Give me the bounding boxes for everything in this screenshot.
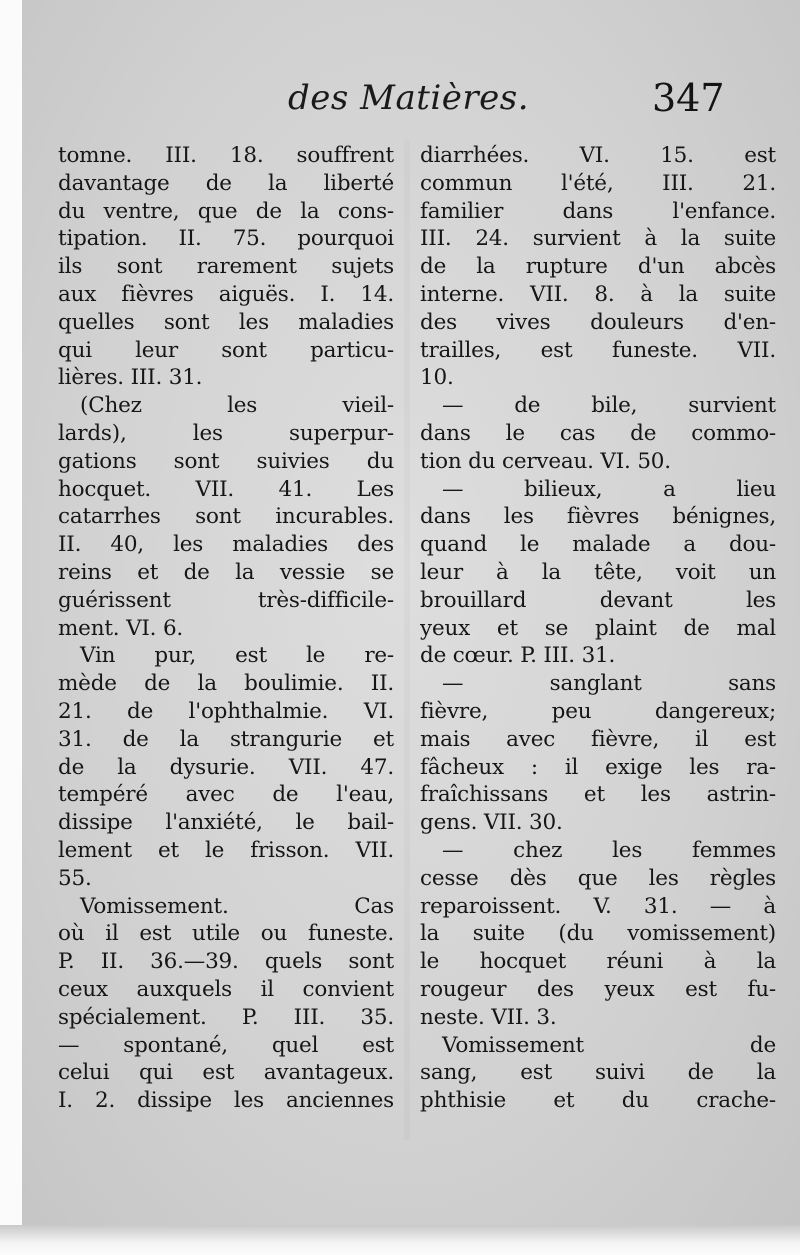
text-line: tion du cerveau. VI. 50. — [420, 448, 671, 474]
text-line: 21. de l'ophthalmie. VI. — [58, 698, 394, 724]
text-line: tempéré avec de l'eau, — [58, 782, 394, 808]
text-line: diarrhées. VI. 15. est — [420, 143, 776, 168]
text-line: celui qui est avantageux. — [58, 1060, 394, 1086]
text-line: brouillard devant les — [420, 587, 776, 613]
text-line: commun l'été, III. 21. — [420, 170, 776, 196]
text-line: — bilieux, a lieu — [442, 476, 776, 502]
text-line: ils sont rarement sujets — [58, 254, 394, 280]
text-line: leur à la tête, voit un — [420, 559, 776, 585]
scan-bottom-margin — [0, 1225, 800, 1255]
text-line: du ventre, que de la cons- — [58, 198, 394, 224]
text-line: gations sont suivies du — [58, 448, 394, 474]
text-line: hocquet. VII. 41. Les — [58, 476, 394, 502]
text-line: 55. — [58, 865, 92, 891]
text-line: dissipe l'anxiété, le bail- — [58, 810, 394, 836]
text-line: des vives douleurs d'en- — [420, 309, 776, 335]
text-line: spécialement. P. III. 35. — [58, 1004, 394, 1030]
text-line: I. 2. dissipe les anciennes — [58, 1088, 394, 1114]
text-line: cesse dès que les règles — [420, 865, 776, 891]
text-line: où il est utile ou funeste. — [58, 921, 394, 947]
text-line: mède de la boulimie. II. — [58, 671, 394, 697]
text-line: fâcheux : il exige les ra- — [420, 754, 776, 780]
text-line: neste. VII. 3. — [420, 1004, 557, 1030]
text-line: dans le cas de commo- — [420, 420, 776, 446]
text-line: quelles sont les maladies — [58, 309, 394, 335]
text-line: de la rupture d'un abcès — [420, 254, 776, 280]
text-line: — spontané, quel est — [58, 1032, 394, 1058]
text-line: phthisie et du crache- — [420, 1088, 776, 1114]
text-line: lières. III. 31. — [58, 365, 203, 391]
page-number: 347 — [652, 76, 725, 120]
running-head: des Matières. — [288, 78, 530, 118]
text-line: — de bile, survient — [442, 393, 776, 419]
right-text-column — [420, 142, 776, 1115]
text-line: Vomissement. Cas — [80, 893, 394, 919]
page-header — [0, 70, 800, 130]
text-line: reins et de la vessie se — [58, 559, 394, 585]
text-line: tomne. III. 18. souffrent — [58, 143, 394, 168]
text-line: — sanglant sans — [442, 671, 776, 697]
text-line: quand le malade a dou- — [420, 532, 776, 558]
text-line: 10. — [420, 365, 454, 391]
text-line: reparoissent. V. 31. — à — [420, 893, 776, 919]
text-line: P. II. 36.—39. quels sont — [58, 949, 394, 975]
text-line: ment. VI. 6. — [58, 615, 184, 641]
text-line: fraîchissans et les astrin- — [420, 782, 776, 808]
text-line: ceux auxquels il convient — [58, 976, 394, 1002]
text-line: fièvre, peu dangereux; — [420, 698, 776, 724]
text-line: rougeur des yeux est fu- — [420, 976, 776, 1002]
text-line: interne. VII. 8. à la suite — [420, 281, 776, 307]
left-text-column — [58, 142, 394, 1115]
text-line: (Chez les vieil- — [80, 393, 394, 419]
text-line: gens. VII. 30. — [420, 810, 563, 836]
text-line: de la dysurie. VII. 47. — [58, 754, 394, 780]
text-line: guérissent très-difficile- — [58, 587, 394, 613]
text-line: familier dans l'enfance. — [420, 198, 776, 224]
text-line: la suite (du vomissement) — [420, 921, 776, 947]
text-line: de cœur. P. III. 31. — [420, 643, 616, 669]
column-gutter — [404, 140, 410, 1140]
text-line: sang, est suivi de la — [420, 1060, 776, 1086]
text-line: davantage de la liberté — [58, 170, 394, 196]
text-line: 31. de la strangurie et — [58, 726, 394, 752]
text-line: II. 40, les maladies des — [58, 532, 394, 558]
text-line: lement et le frisson. VII. — [58, 837, 394, 863]
text-line: mais avec fièvre, il est — [420, 726, 776, 752]
text-line: — chez les femmes — [442, 837, 776, 863]
text-line: Vin pur, est le re- — [80, 643, 394, 669]
text-line: Vomissement de — [442, 1032, 776, 1058]
text-line: III. 24. survient à la suite — [420, 226, 776, 252]
text-line: aux fièvres aiguës. I. 14. — [58, 281, 394, 307]
text-line: trailles, est funeste. VII. — [420, 337, 776, 363]
scan-margin — [0, 0, 22, 1255]
text-line: lards), les superpur- — [58, 420, 394, 446]
text-line: qui leur sont particu- — [58, 337, 394, 363]
text-line: tipation. II. 75. pourquoi — [58, 226, 394, 252]
text-line: dans les fièvres bénignes, — [420, 504, 776, 530]
text-line: yeux et se plaint de mal — [420, 615, 776, 641]
text-line: le hocquet réuni à la — [420, 949, 776, 975]
text-line: catarrhes sont incurables. — [58, 504, 394, 530]
